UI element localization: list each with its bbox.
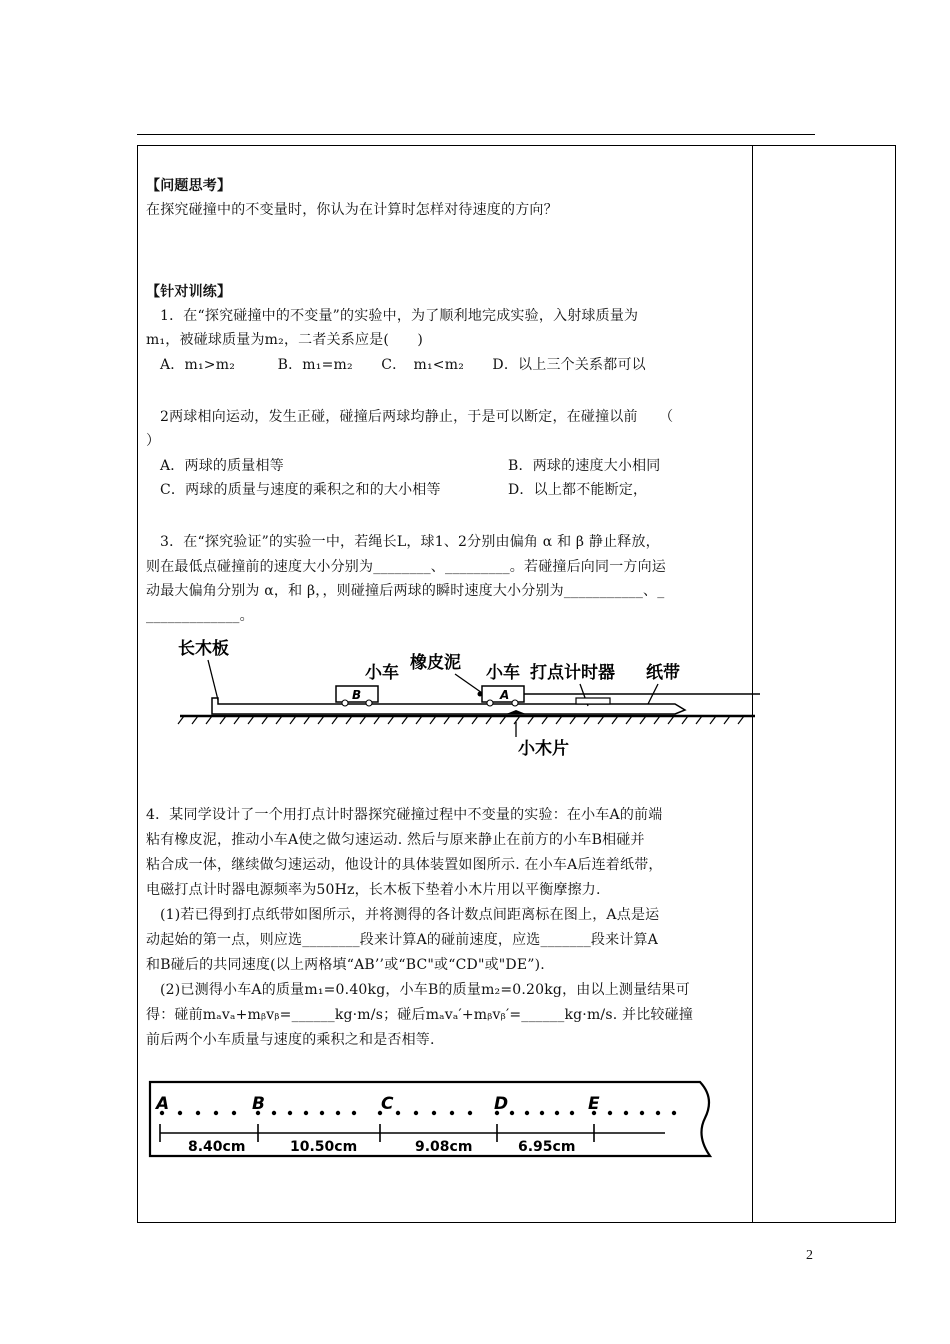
tape-dot bbox=[432, 1111, 436, 1115]
q4-part1-line2: 动起始的第一点，则应选________段来计算A的碰前速度，应选_______段来计算A bbox=[146, 932, 659, 948]
leader-board bbox=[208, 660, 218, 700]
q4-line2: 粘有橡皮泥，推动小车A使之做匀速运动. 然后与原来静止在前方的小车B相碰并 bbox=[146, 832, 645, 848]
segment-de: 6.95cm bbox=[518, 1139, 576, 1155]
tape-dot bbox=[288, 1111, 292, 1115]
q4-line3: 粘合成一体，继续做匀速运动，他设计的具体装置如图所示. 在小车A后连着纸带， bbox=[146, 857, 663, 873]
cart-b-wheel bbox=[366, 700, 372, 706]
tape-dot bbox=[525, 1111, 529, 1115]
tape-dot bbox=[555, 1111, 559, 1115]
page-number: 2 bbox=[806, 1248, 813, 1263]
q2-option-c: C．两球的质量与速度的乘积之和的大小相等 bbox=[160, 482, 441, 498]
point-d: D bbox=[494, 1094, 509, 1114]
dot-timer bbox=[576, 698, 610, 704]
section-heading-question: 【问题思考】 bbox=[146, 178, 232, 194]
tape-dot bbox=[320, 1111, 324, 1115]
apparatus-diagram bbox=[170, 632, 770, 762]
q3-line4: _____________。 bbox=[146, 608, 254, 624]
tape-dot bbox=[570, 1111, 574, 1115]
tape-dot bbox=[304, 1111, 308, 1115]
tape-dot bbox=[196, 1111, 200, 1115]
segment-ab: 8.40cm bbox=[188, 1139, 246, 1155]
point-b: B bbox=[252, 1094, 265, 1114]
tape-dot bbox=[672, 1111, 676, 1115]
point-e: E bbox=[588, 1094, 600, 1114]
label-long-board: 长木板 bbox=[178, 639, 229, 659]
label-cart-a: 小车 bbox=[486, 663, 520, 683]
q4-part2-line3: 前后两个小车质量与速度的乘积之和是否相等. bbox=[146, 1032, 435, 1048]
label-timer: 打点计时器 bbox=[530, 663, 615, 683]
q1-line2: m₁，被碰球质量为m₂，二者关系应是( ) bbox=[146, 332, 424, 348]
q2-option-a: A．两球的质量相等 bbox=[160, 458, 284, 474]
tape-dot bbox=[232, 1111, 236, 1115]
tape-dot bbox=[336, 1111, 340, 1115]
tape-dot bbox=[214, 1111, 218, 1115]
q4-line4: 电磁打点计时器电源频率为50Hz，长木板下垫着小木片用以平衡摩擦力. bbox=[146, 882, 601, 898]
segment-cd: 9.08cm bbox=[415, 1139, 473, 1155]
tape-dot bbox=[608, 1111, 612, 1115]
q2-line2: ） bbox=[146, 433, 161, 449]
q4-part2-line1: (2)已测得小车A的质量m₁=0.40kg，小车B的质量m₂=0.20kg，由以上测量结果可 bbox=[160, 982, 690, 998]
cart-b-letter: B bbox=[352, 688, 362, 702]
tape-dot bbox=[272, 1111, 276, 1115]
tape-dot bbox=[450, 1111, 454, 1115]
q1-line1: 1．在“探究碰撞中的不变量”的实验中，为了顺利地完成实验，入射球质量为 bbox=[160, 308, 639, 324]
tape-dot bbox=[624, 1111, 628, 1115]
q2-option-d: D．以上都不能断定， bbox=[508, 482, 648, 498]
q3-line1: 3．在“探究验证”的实验一中，若绳长L，球1、2分别由偏角 α 和 β 静止释放， bbox=[160, 534, 660, 550]
tape-dot bbox=[468, 1111, 472, 1115]
tape-dot bbox=[352, 1111, 356, 1115]
q2-option-b: B．两球的速度大小相同 bbox=[508, 458, 661, 474]
tape-dot bbox=[640, 1111, 644, 1115]
label-wedge: 小木片 bbox=[518, 739, 569, 759]
q3-line3: 动最大偏角分别为 α，和 β，，则碰撞后两球的瞬时速度大小分别为___________、_ bbox=[146, 583, 665, 599]
cart-b-wheel bbox=[342, 700, 348, 706]
tape-diagram bbox=[140, 1078, 730, 1168]
wedge bbox=[506, 710, 526, 714]
label-cart-b: 小车 bbox=[365, 663, 399, 683]
q2-line1: 2两球相向运动，发生正碰，碰撞后两球均静止，于是可以断定，在碰撞以前 （ bbox=[160, 409, 674, 425]
segment-bc: 10.50cm bbox=[290, 1139, 358, 1155]
cart-a-wheel bbox=[487, 700, 493, 706]
cart-a-wheel bbox=[512, 700, 518, 706]
cart-a-letter: A bbox=[500, 688, 510, 702]
question-text: 在探究碰撞中的不变量时，你认为在计算时怎样对待速度的方向？ bbox=[146, 202, 558, 218]
section-heading-training: 【针对训练】 bbox=[146, 284, 232, 300]
q4-line1: 4．某同学设计了一个用打点计时器探究碰撞过程中不变量的实验：在小车A的前端 bbox=[146, 807, 663, 823]
tape-dot bbox=[540, 1111, 544, 1115]
tape-dot bbox=[178, 1111, 182, 1115]
q4-part1-line3: 和B碰后的共同速度(以上两格填“AB’’或“BC"或“CD"或"DE”). bbox=[146, 957, 545, 973]
long-board bbox=[212, 698, 685, 714]
tape-dot bbox=[414, 1111, 418, 1115]
tape-dot bbox=[656, 1111, 660, 1115]
q1-options: A．m₁>m₂ B．m₁=m₂ C． m₁<m₂ D．以上三个关系都可以 bbox=[160, 357, 646, 373]
q3-line2: 则在最低点碰撞前的速度大小分别为________、_________。若碰撞后向同一方向运 bbox=[146, 559, 666, 575]
tape-dot bbox=[396, 1111, 400, 1115]
q4-part2-line2: 得：碰前mₐvₐ+mᵦvᵦ=______kg·m/s；碰后mₐvₐ′+mᵦvᵦ′=______kg·m/s. 并比较碰撞 bbox=[146, 1007, 694, 1023]
header-rule bbox=[137, 134, 815, 135]
point-c: C bbox=[381, 1094, 394, 1114]
label-tape: 纸带 bbox=[646, 663, 680, 683]
tape-dot bbox=[510, 1111, 514, 1115]
label-putty: 橡皮泥 bbox=[410, 653, 461, 673]
q4-part1-line1: (1)若已得到打点纸带如图所示，并将测得的各计数点间距离标在图上，A点是运 bbox=[160, 907, 660, 923]
point-a: A bbox=[156, 1094, 170, 1114]
putty-blob bbox=[478, 692, 483, 697]
